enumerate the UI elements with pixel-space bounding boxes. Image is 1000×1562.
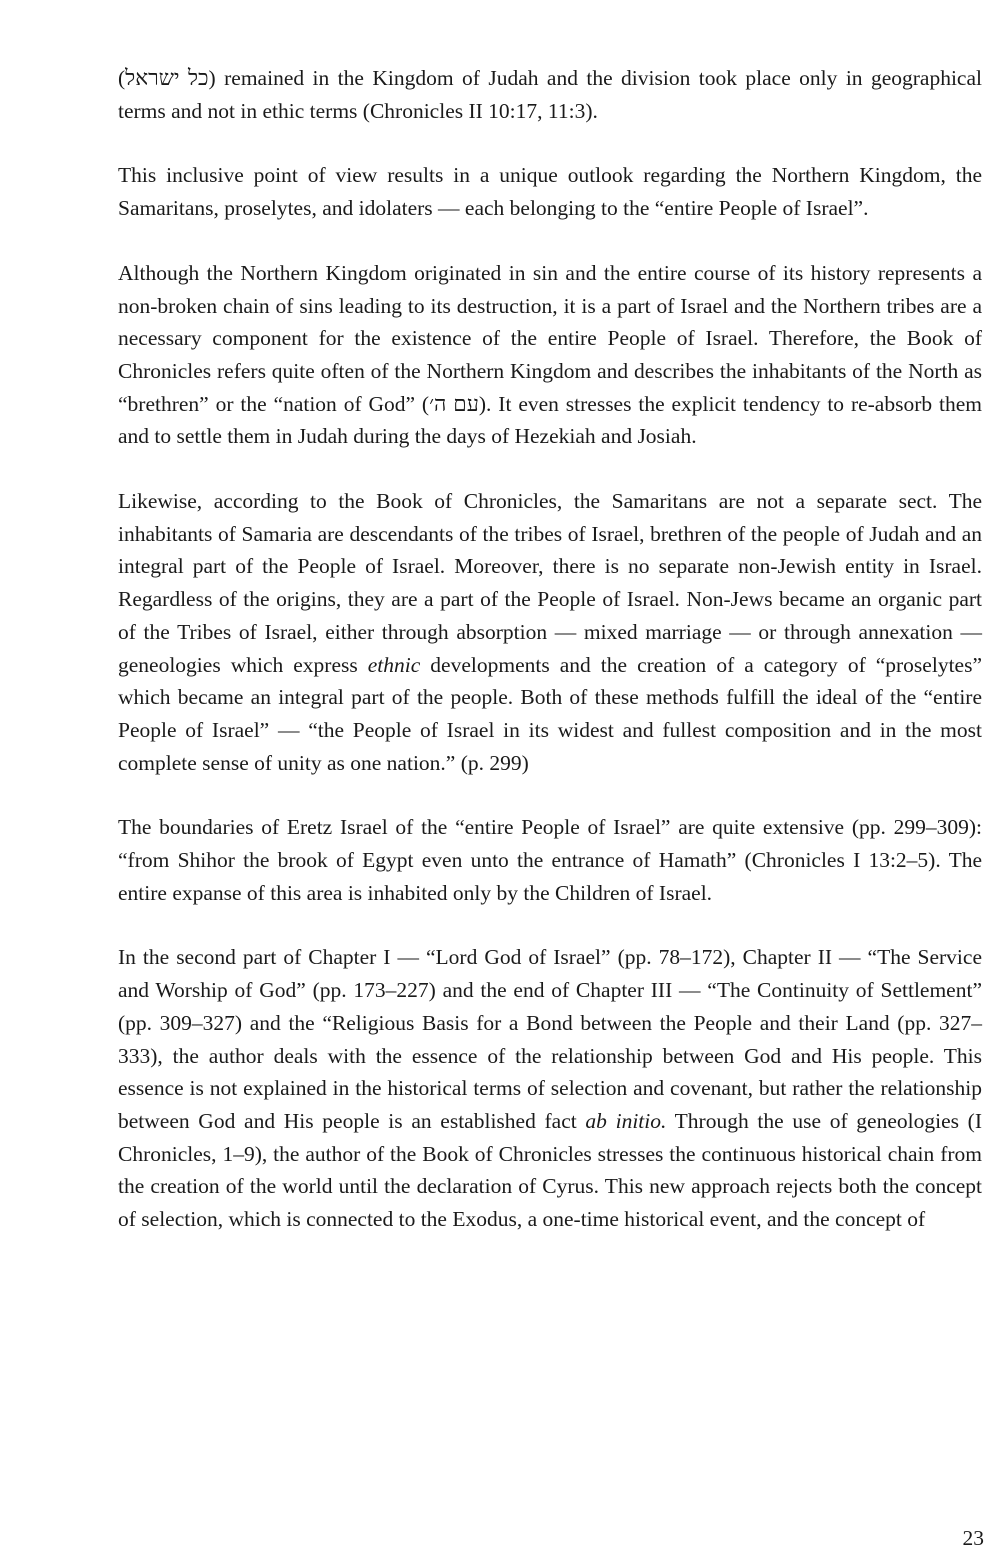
paragraph-3 (118, 257, 982, 453)
paragraph-4 (118, 485, 982, 779)
text-run: developments and the creation of a category of “proselytes” which became an integral part of the people. Both of these methods fulfill the ideal of the “entire People of Israel” — “the People of Israel in its widest and fullest composition and in the most complete sense of unity as one nation.” (p. 299) (118, 652, 982, 775)
paragraph-1 (118, 62, 982, 127)
text-run: ( (118, 66, 126, 90)
paragraph-5 (118, 811, 982, 909)
text-run: Through the use of geneologies (I Chronicles, 1–9), the author of the Book of Chronicles stresses the continuous historical chain from the creation of the world until the declaration of Cyrus. This new approach rejects both the concept of selection, which is connected to the Exodus, a one-time historical event, and the concept of (118, 1108, 982, 1232)
paragraph-6 (118, 941, 982, 1235)
text-run: Although the Northern Kingdom originated in sin and the entire course of its history represents a non-broken chain of sins leading to its destruction, it is a part of Israel and the Northern tribes are a necessary component for the existence of the entire People of Israel. Therefore, the Book of Chronicles refers quite often of the Northern Kingdom and describes the inhabitants of the North as “brethren” or the “nation of God” ( (118, 260, 982, 416)
text-run: Likewise, according to the Book of Chronicles, the Samaritans are not a separate sect. The inhabitants of Samaria are descendants of the tribes of Israel, brethren of the people of Judah and an integral part of the People of Israel. Moreover, there is no separate non-Jewish entity in Israel. Regardless of the origins, they are a part of the People of Israel. Non-Jews became an organic part of the Tribes of Israel, either through absorption — mixed marriage — or through annexation — geneologies which express (118, 489, 982, 677)
italic-run: ethnic (367, 652, 421, 677)
italic-run: ab initio. (585, 1108, 667, 1133)
hebrew-run: עם ה׳ (429, 391, 479, 416)
text-run: ) remained in the Kingdom of Judah and the division took place only in geographical terms and not in ethic terms (Chronicles II 10:17, 11:3). (118, 66, 982, 123)
text-run: In the second part of Chapter I — “Lord God of Israel” (pp. 78–172), Chapter II — “The Service and Worship of God” (pp. 173–227) and the end of Chapter III — “The Continuity of Settlement” (pp. 309–327) and the “Religious Basis for a Bond between the People and their Land (pp. 327–333), the author deals with the essence of the relationship between God and His people. This essence is not explained in the historical terms of selection and covenant, but rather the relationship between God and His people is an established fact (118, 945, 982, 1133)
hebrew-run: כל ישראל (125, 66, 209, 90)
text-run: The boundaries of Eretz Israel of the “entire People of Israel” are quite extensive (pp. 299–309): “from Shihor the brook of Egypt even unto the entrance of Hamath” (Chronicles I 13:2–5). The entire expanse of this area is inhabited only by the Children of Israel. (118, 815, 982, 905)
paragraph-2 (118, 159, 982, 224)
page-number: 23 (962, 1526, 984, 1550)
text-run: ). It even stresses the explicit tendency to re-absorb them and to settle them in Judah during the days of Hezekiah and Josiah. (118, 391, 982, 449)
text-run: This inclusive point of view results in a unique outlook regarding the Northern Kingdom, the Samaritans, proselytes, and idolaters — each belonging to the “entire People of Israel”. (118, 163, 982, 221)
page-body (118, 62, 982, 1236)
